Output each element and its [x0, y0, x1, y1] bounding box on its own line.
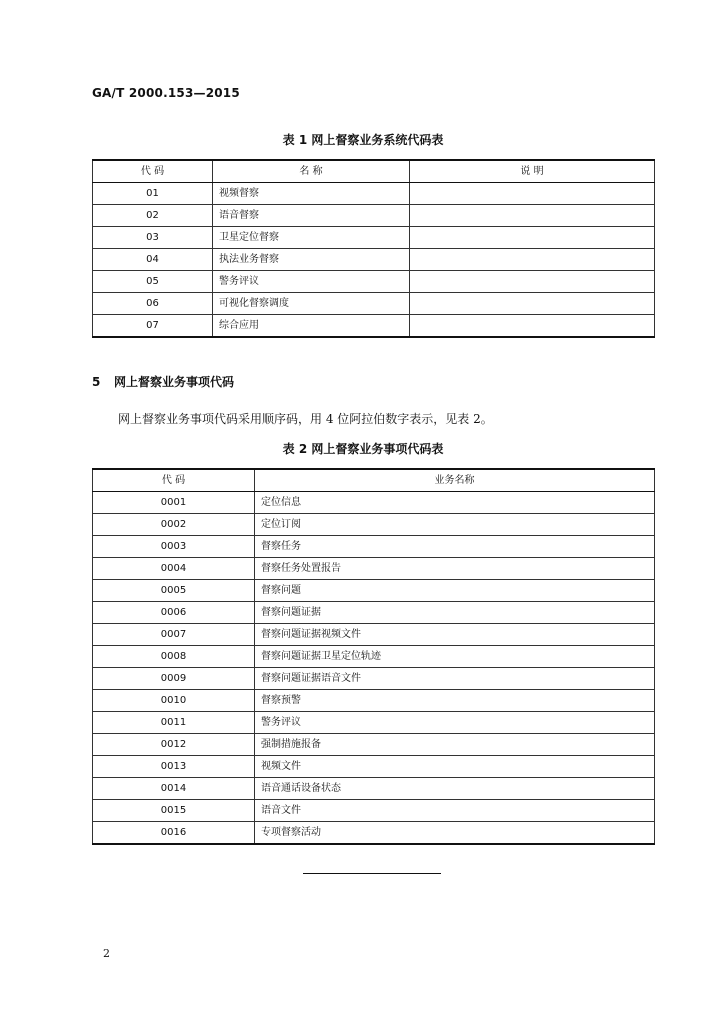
cell-code: 05	[93, 271, 213, 293]
cell-name: 督察问题证据卫星定位轨迹	[255, 646, 655, 668]
cell-code: 02	[93, 205, 213, 227]
table-row	[93, 690, 655, 712]
table-row	[93, 602, 655, 624]
table-row	[93, 778, 655, 800]
cell-name: 督察问题	[255, 580, 655, 602]
cell-name: 警务评议	[213, 271, 410, 293]
cell-name: 视频文件	[255, 756, 655, 778]
cell-name: 综合应用	[213, 315, 410, 338]
table2-header-row	[93, 469, 655, 492]
cell-name: 督察任务	[255, 536, 655, 558]
table-row	[93, 734, 655, 756]
table-row	[93, 580, 655, 602]
system-code-table	[92, 159, 655, 338]
cell-note	[410, 183, 655, 205]
table-row	[93, 293, 655, 315]
cell-note	[410, 315, 655, 338]
cell-name: 可视化督察调度	[213, 293, 410, 315]
table-row	[93, 514, 655, 536]
cell-name: 强制措施报备	[255, 734, 655, 756]
table-row	[93, 558, 655, 580]
end-rule	[303, 873, 441, 874]
cell-code: 0002	[93, 514, 255, 536]
table1-col-code: 代 码	[93, 160, 213, 183]
cell-name: 执法业务督察	[213, 249, 410, 271]
cell-code: 0005	[93, 580, 255, 602]
cell-note	[410, 205, 655, 227]
cell-code: 0014	[93, 778, 255, 800]
cell-code: 0016	[93, 822, 255, 845]
cell-code: 0007	[93, 624, 255, 646]
table-row	[93, 183, 655, 205]
table-row	[93, 800, 655, 822]
table2-caption: 表 2 网上督察业务事项代码表	[282, 442, 444, 456]
cell-code: 0001	[93, 492, 255, 514]
cell-name: 语音督察	[213, 205, 410, 227]
cell-code: 0009	[93, 668, 255, 690]
table1-col-note: 说 明	[410, 160, 655, 183]
cell-name: 语音通话设备状态	[255, 778, 655, 800]
cell-code: 0003	[93, 536, 255, 558]
table-row	[93, 227, 655, 249]
table-row	[93, 205, 655, 227]
table-row	[93, 315, 655, 338]
table-row	[93, 822, 655, 845]
table1-col-name: 名 称	[213, 160, 410, 183]
cell-name: 督察预警	[255, 690, 655, 712]
table-row	[93, 668, 655, 690]
section-title: 网上督察业务事项代码	[114, 375, 235, 389]
cell-name: 定位订阅	[255, 514, 655, 536]
item-code-table	[92, 468, 655, 845]
cell-note	[410, 227, 655, 249]
cell-name: 警务评议	[255, 712, 655, 734]
cell-name: 专项督察活动	[255, 822, 655, 845]
document-id: GA/T 2000.153—2015	[92, 86, 240, 100]
cell-name: 督察问题证据语音文件	[255, 668, 655, 690]
cell-code: 0008	[93, 646, 255, 668]
cell-name: 卫星定位督察	[213, 227, 410, 249]
cell-note	[410, 249, 655, 271]
section-5-heading	[92, 373, 234, 390]
cell-code: 07	[93, 315, 213, 338]
table1-caption: 表 1 网上督察业务系统代码表	[282, 133, 444, 147]
cell-name: 督察任务处置报告	[255, 558, 655, 580]
page-number: 2	[103, 947, 110, 960]
cell-code: 01	[93, 183, 213, 205]
cell-note	[410, 271, 655, 293]
cell-name: 督察问题证据	[255, 602, 655, 624]
table1-header-row	[93, 160, 655, 183]
cell-code: 0010	[93, 690, 255, 712]
cell-code: 0012	[93, 734, 255, 756]
table-row	[93, 271, 655, 293]
section-number: 5	[92, 375, 101, 389]
table-row	[93, 712, 655, 734]
table-row	[93, 249, 655, 271]
table-row	[93, 646, 655, 668]
cell-code: 06	[93, 293, 213, 315]
cell-code: 0015	[93, 800, 255, 822]
table-row	[93, 624, 655, 646]
cell-name: 定位信息	[255, 492, 655, 514]
cell-name: 语音文件	[255, 800, 655, 822]
cell-code: 0006	[93, 602, 255, 624]
table-row	[93, 536, 655, 558]
table-row	[93, 492, 655, 514]
cell-code: 0013	[93, 756, 255, 778]
section-5-paragraph: 网上督察业务事项代码采用顺序码，用 4 位阿拉伯数字表示，见表 2。	[118, 412, 493, 426]
cell-code: 03	[93, 227, 213, 249]
cell-code: 0004	[93, 558, 255, 580]
cell-code: 04	[93, 249, 213, 271]
cell-note	[410, 293, 655, 315]
table2-col-code: 代 码	[93, 469, 255, 492]
cell-code: 0011	[93, 712, 255, 734]
table2-col-name: 业务名称	[255, 469, 655, 492]
cell-name: 视频督察	[213, 183, 410, 205]
cell-name: 督察问题证据视频文件	[255, 624, 655, 646]
table-row	[93, 756, 655, 778]
